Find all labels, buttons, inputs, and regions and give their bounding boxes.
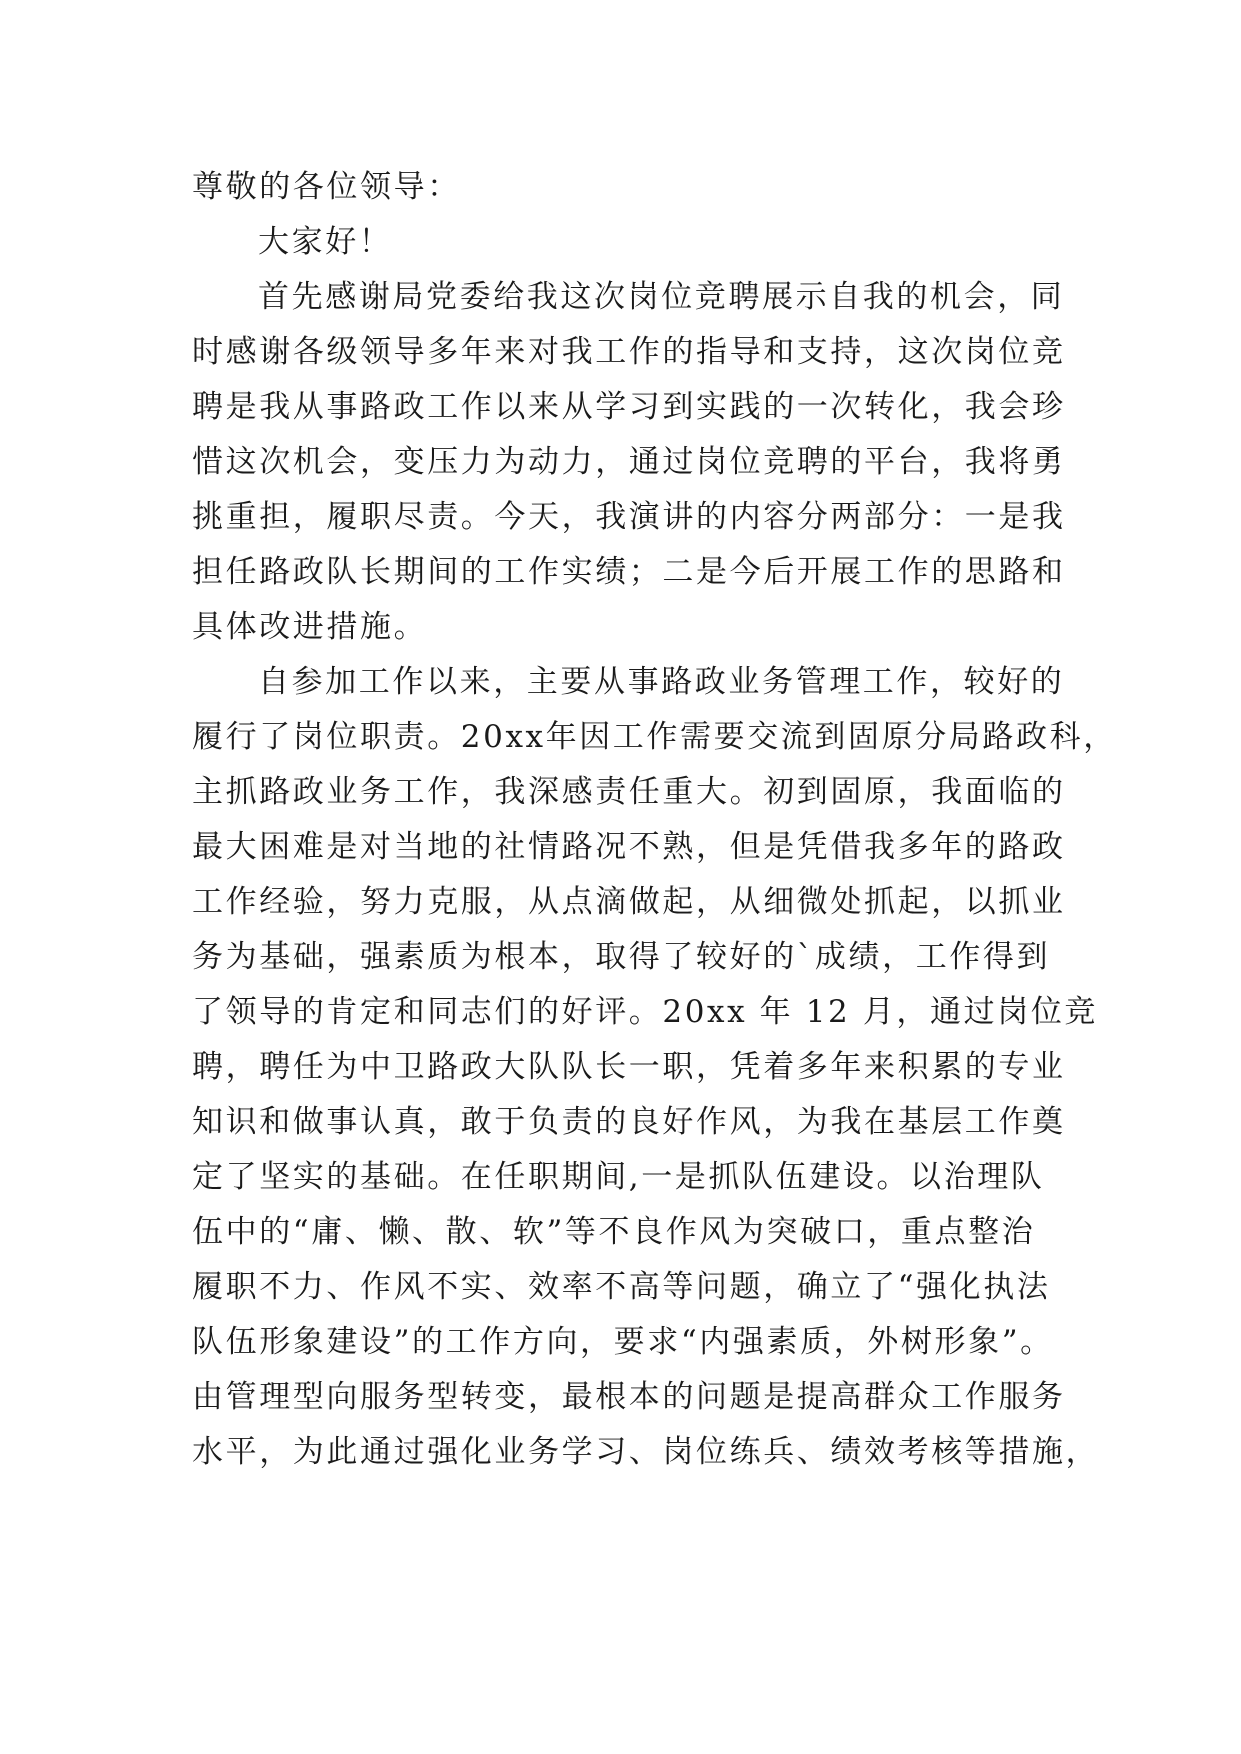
paragraph-2-line-2: 履行了岗位职责。20xx年因工作需要交流到固原分局路政科，	[192, 719, 1117, 755]
paragraph-2-line-5: 工作经验，努力克服，从点滴做起，从细微处抓起，以抓业	[192, 884, 1066, 920]
paragraph-1-line-5: 挑重担，履职尽责。今天，我演讲的内容分两部分：一是我	[192, 499, 1066, 535]
paragraph-2-line-14: 由管理型向服务型转变，最根本的问题是提高群众工作服务	[192, 1379, 1066, 1415]
paragraph-2-line-1: 自参加工作以来，主要从事路政业务管理工作，较好的	[258, 664, 1065, 700]
paragraph-1-line-2: 时感谢各级领导多年来对我工作的指导和支持，这次岗位竞	[192, 334, 1066, 370]
document-body	[192, 160, 1117, 1480]
paragraph-2-line-4: 最大困难是对当地的社情路况不熟，但是凭借我多年的路政	[192, 829, 1066, 865]
paragraph-1-line-3: 聘是我从事路政工作以来从学习到实践的一次转化，我会珍	[192, 389, 1066, 425]
salutation: 尊敬的各位领导：	[192, 169, 461, 205]
greeting: 大家好！	[258, 224, 393, 260]
paragraph-2-line-15: 水平，为此通过强化业务学习、岗位练兵、绩效考核等措施，	[192, 1434, 1100, 1470]
paragraph-2-line-9: 知识和做事认真，敢于负责的良好作风，为我在基层工作奠	[192, 1104, 1066, 1140]
paragraph-2-line-8: 聘，聘任为中卫路政大队队长一职，凭着多年来积累的专业	[192, 1049, 1066, 1085]
paragraph-2-line-13: 队伍形象建设”的工作方向，要求“内强素质，外树形象”。	[192, 1324, 1054, 1360]
paragraph-2-line-7: 了领导的肯定和同志们的好评。20xx 年 12 月，通过岗位竞	[192, 994, 1099, 1030]
paragraph-1-line-4: 惜这次机会，变压力为动力，通过岗位竞聘的平台，我将勇	[192, 444, 1066, 480]
paragraph-2-line-6: 务为基础，强素质为根本，取得了较好的`成绩，工作得到	[192, 939, 1051, 975]
paragraph-2-line-12: 履职不力、作风不实、效率不高等问题，确立了“强化执法	[192, 1269, 1051, 1305]
paragraph-1-line-1: 首先感谢局党委给我这次岗位竞聘展示自我的机会，同	[258, 279, 1065, 315]
paragraph-2-line-3: 主抓路政业务工作，我深感责任重大。初到固原，我面临的	[192, 774, 1066, 810]
paragraph-1-line-7: 具体改进措施。	[192, 609, 428, 645]
paragraph-2-line-10: 定了坚实的基础。在任职期间,一是抓队伍建设。以治理队	[192, 1159, 1045, 1195]
paragraph-2-line-11: 伍中的“庸、懒、散、软”等不良作风为突破口，重点整治	[192, 1214, 1036, 1250]
paragraph-1-line-6: 担任路政队长期间的工作实绩；二是今后开展工作的思路和	[192, 554, 1066, 590]
